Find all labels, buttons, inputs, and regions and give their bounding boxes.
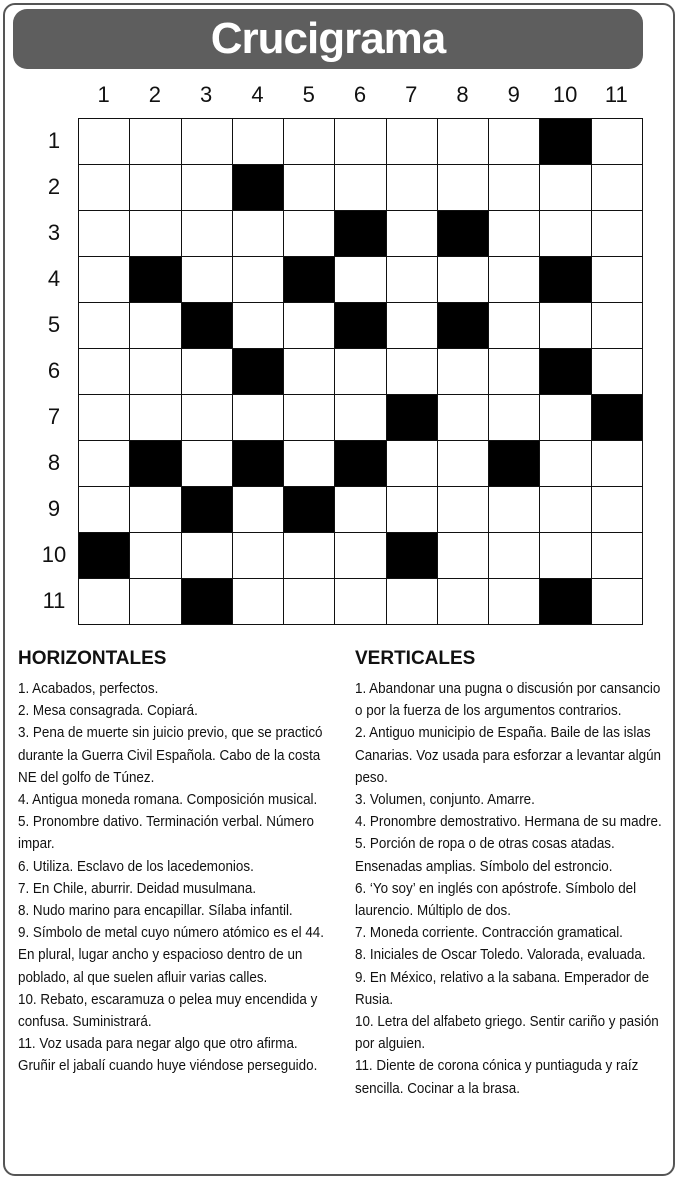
- white-cell[interactable]: [488, 164, 540, 211]
- column-number: 1: [97, 82, 110, 107]
- white-cell[interactable]: [488, 578, 540, 625]
- white-cell[interactable]: [591, 164, 643, 211]
- white-cell[interactable]: [386, 486, 438, 533]
- clue-item: 10. Letra del alfabeto griego. Sentir cariño y pasión por alguien.: [355, 1014, 659, 1053]
- clue-item: 2. Antiguo municipio de España. Baile de las islas Canarias. Voz usada para esforzar a levantar algún peso.: [355, 725, 662, 786]
- white-cell[interactable]: [386, 440, 438, 487]
- white-cell[interactable]: [539, 394, 591, 441]
- column-number: 6: [353, 82, 367, 107]
- row-number: 7: [47, 404, 61, 429]
- white-cell[interactable]: [539, 486, 591, 533]
- clue-item: 11. Voz usada para negar algo que otro afirma. Gruñir el jabalí cuando huye viéndose perseguido.: [18, 1036, 318, 1075]
- white-cell[interactable]: [78, 348, 130, 395]
- white-cell[interactable]: [539, 164, 591, 211]
- row-number: 11: [42, 588, 66, 613]
- white-cell[interactable]: [181, 210, 233, 257]
- column-number: 9: [507, 82, 520, 107]
- white-cell[interactable]: [488, 302, 540, 349]
- white-cell[interactable]: [386, 256, 438, 303]
- row-number: 1: [47, 128, 61, 153]
- clue-item: 4. Antigua moneda romana. Composición musical.: [18, 792, 318, 809]
- white-cell[interactable]: [78, 118, 130, 165]
- column-number: 4: [251, 82, 264, 107]
- white-cell[interactable]: [334, 118, 386, 165]
- white-cell[interactable]: [78, 302, 130, 349]
- black-cell: [539, 118, 591, 165]
- white-cell[interactable]: [591, 210, 643, 257]
- white-cell[interactable]: [129, 578, 181, 625]
- white-cell[interactable]: [232, 532, 284, 579]
- black-cell: [181, 486, 233, 533]
- clue-item: 8. Iniciales de Oscar Toledo. Valorada, evaluada.: [355, 947, 646, 964]
- black-cell: [591, 394, 643, 441]
- row-numbers: [30, 118, 78, 624]
- white-cell[interactable]: [232, 118, 284, 165]
- white-cell[interactable]: [488, 348, 540, 395]
- clue-item: 7. Moneda corriente. Contracción gramatical.: [355, 925, 623, 942]
- white-cell[interactable]: [488, 394, 540, 441]
- column-numbers: [78, 82, 642, 112]
- white-cell[interactable]: [488, 256, 540, 303]
- white-cell[interactable]: [591, 256, 643, 303]
- white-cell[interactable]: [283, 348, 335, 395]
- white-cell[interactable]: [539, 440, 591, 487]
- black-cell: [539, 348, 591, 395]
- white-cell[interactable]: [386, 302, 438, 349]
- white-cell[interactable]: [232, 256, 284, 303]
- white-cell[interactable]: [539, 210, 591, 257]
- row-number: 6: [47, 358, 61, 383]
- white-cell[interactable]: [437, 348, 489, 395]
- white-cell[interactable]: [283, 164, 335, 211]
- black-cell: [232, 164, 284, 211]
- white-cell[interactable]: [283, 532, 335, 579]
- white-cell[interactable]: [334, 394, 386, 441]
- white-cell[interactable]: [488, 486, 540, 533]
- white-cell[interactable]: [232, 394, 284, 441]
- verticales-clue-list: [355, 678, 680, 1100]
- white-cell[interactable]: [181, 440, 233, 487]
- column-number: 2: [148, 82, 162, 107]
- black-cell: [181, 578, 233, 625]
- white-cell[interactable]: [437, 578, 489, 625]
- white-cell[interactable]: [437, 256, 489, 303]
- crossword-grid: [78, 118, 642, 624]
- horizontales-heading: HORIZONTALES: [18, 648, 167, 669]
- column-number: 8: [456, 82, 469, 107]
- white-cell[interactable]: [283, 302, 335, 349]
- white-cell[interactable]: [181, 532, 233, 579]
- black-cell: [78, 532, 130, 579]
- white-cell[interactable]: [129, 486, 181, 533]
- white-cell[interactable]: [129, 302, 181, 349]
- horizontales-section: [18, 648, 354, 1078]
- row-number: 8: [47, 450, 61, 475]
- white-cell[interactable]: [591, 118, 643, 165]
- white-cell[interactable]: [437, 486, 489, 533]
- black-cell: [129, 256, 181, 303]
- clue-item: 3. Volumen, conjunto. Amarre.: [355, 792, 535, 809]
- black-cell: [334, 210, 386, 257]
- clue-item: 3. Pena de muerte sin juicio previo, que se practicó durante la Guerra Civil Española. Cabo de la costa NE del golfo de Túnez.: [18, 725, 323, 786]
- white-cell[interactable]: [386, 118, 438, 165]
- white-cell[interactable]: [591, 440, 643, 487]
- page-title: Crucigrama: [13, 9, 643, 69]
- black-cell: [437, 302, 489, 349]
- white-cell[interactable]: [78, 164, 130, 211]
- white-cell[interactable]: [129, 118, 181, 165]
- row-number: 2: [47, 174, 61, 199]
- column-number: 5: [302, 82, 315, 107]
- column-number: 10: [552, 82, 578, 107]
- row-number: 10: [41, 542, 67, 567]
- verticales-section: [355, 648, 680, 1100]
- white-cell[interactable]: [129, 164, 181, 211]
- white-cell[interactable]: [283, 440, 335, 487]
- white-cell[interactable]: [232, 486, 284, 533]
- white-cell[interactable]: [591, 578, 643, 625]
- black-cell: [488, 440, 540, 487]
- column-number: 11: [604, 82, 628, 107]
- white-cell[interactable]: [334, 486, 386, 533]
- clue-item: 10. Rebato, escaramuza o pelea muy encendida y confusa. Suministrará.: [18, 991, 318, 1031]
- row-number: 9: [47, 496, 61, 521]
- white-cell[interactable]: [334, 578, 386, 625]
- clue-item: 1. Acabados, perfectos.: [18, 681, 159, 697]
- white-cell[interactable]: [334, 348, 386, 395]
- white-cell[interactable]: [78, 256, 130, 303]
- horizontales-clue-list: [18, 678, 354, 1078]
- white-cell[interactable]: [386, 578, 438, 625]
- clue-item: 6. ‘Yo soy’ en inglés con apóstrofe. Símbolo del laurencio. Múltiplo de dos.: [355, 880, 637, 920]
- white-cell[interactable]: [591, 302, 643, 349]
- white-cell[interactable]: [539, 532, 591, 579]
- row-number: 4: [47, 266, 61, 291]
- white-cell[interactable]: [334, 532, 386, 579]
- clue-item: 6. Utiliza. Esclavo de los lacedemonios.: [18, 858, 254, 875]
- white-cell[interactable]: [283, 578, 335, 625]
- white-cell[interactable]: [78, 394, 130, 441]
- black-cell: [283, 256, 335, 303]
- white-cell[interactable]: [334, 164, 386, 211]
- white-cell[interactable]: [181, 118, 233, 165]
- clue-item: 2. Mesa consagrada. Copiará.: [18, 703, 198, 720]
- white-cell[interactable]: [78, 440, 130, 487]
- clue-item: 7. En Chile, aburrir. Deidad musulmana.: [18, 880, 257, 897]
- clue-item: 11. Diente de corona cónica y puntiaguda y raíz sencilla. Cocinar a la brasa.: [355, 1058, 639, 1097]
- white-cell[interactable]: [386, 164, 438, 211]
- white-cell[interactable]: [78, 486, 130, 533]
- black-cell: [232, 440, 284, 487]
- black-cell: [539, 256, 591, 303]
- white-cell[interactable]: [129, 210, 181, 257]
- column-number: 7: [405, 82, 418, 107]
- white-cell[interactable]: [283, 210, 335, 257]
- white-cell[interactable]: [386, 348, 438, 395]
- white-cell[interactable]: [591, 486, 643, 533]
- black-cell: [539, 578, 591, 625]
- black-cell: [129, 440, 181, 487]
- black-cell: [334, 302, 386, 349]
- white-cell[interactable]: [283, 394, 335, 441]
- white-cell[interactable]: [129, 348, 181, 395]
- clue-item: 8. Nudo marino para encapillar. Sílaba infantil.: [18, 903, 293, 920]
- black-cell: [386, 394, 438, 441]
- row-number: 5: [47, 312, 61, 337]
- white-cell[interactable]: [78, 210, 130, 257]
- white-cell[interactable]: [437, 118, 489, 165]
- white-cell[interactable]: [334, 256, 386, 303]
- clue-item: 5. Pronombre dativo. Terminación verbal. Número impar.: [18, 814, 315, 853]
- clue-item: 4. Pronombre demostrativo. Hermana de su madre.: [355, 814, 662, 831]
- black-cell: [232, 348, 284, 395]
- verticales-heading: VERTICALES: [355, 648, 476, 669]
- clue-item: 9. Símbolo de metal cuyo número atómico es el 44. En plural, lugar ancho y espacioso dentro de un poblado, al que suelen afluir varias calles.: [18, 925, 324, 986]
- white-cell[interactable]: [539, 302, 591, 349]
- clue-item: 9. En México, relativo a la sabana. Emperador de Rusia.: [355, 969, 650, 1008]
- white-cell[interactable]: [283, 118, 335, 165]
- white-cell[interactable]: [591, 532, 643, 579]
- white-cell[interactable]: [181, 164, 233, 211]
- white-cell[interactable]: [232, 578, 284, 625]
- white-cell[interactable]: [591, 348, 643, 395]
- white-cell[interactable]: [386, 210, 438, 257]
- black-cell: [437, 210, 489, 257]
- white-cell[interactable]: [232, 302, 284, 349]
- white-cell[interactable]: [181, 348, 233, 395]
- white-cell[interactable]: [488, 118, 540, 165]
- white-cell[interactable]: [437, 440, 489, 487]
- white-cell[interactable]: [437, 532, 489, 579]
- row-number: 3: [47, 220, 61, 245]
- white-cell[interactable]: [181, 256, 233, 303]
- column-number: 3: [200, 82, 213, 107]
- white-cell[interactable]: [437, 164, 489, 211]
- black-cell: [334, 440, 386, 487]
- white-cell[interactable]: [181, 394, 233, 441]
- black-cell: [181, 302, 233, 349]
- clue-item: 5. Porción de ropa o de otras cosas atadas. Ensenadas amplias. Símbolo del estroncio.: [355, 836, 615, 875]
- black-cell: [386, 532, 438, 579]
- white-cell[interactable]: [129, 532, 181, 579]
- white-cell[interactable]: [232, 210, 284, 257]
- white-cell[interactable]: [488, 532, 540, 579]
- white-cell[interactable]: [437, 394, 489, 441]
- white-cell[interactable]: [488, 210, 540, 257]
- white-cell[interactable]: [78, 578, 130, 625]
- black-cell: [283, 486, 335, 533]
- clue-item: 1. Abandonar una pugna o discusión por cansancio o por la fuerza de los argumentos contrarios.: [355, 681, 661, 720]
- white-cell[interactable]: [129, 394, 181, 441]
